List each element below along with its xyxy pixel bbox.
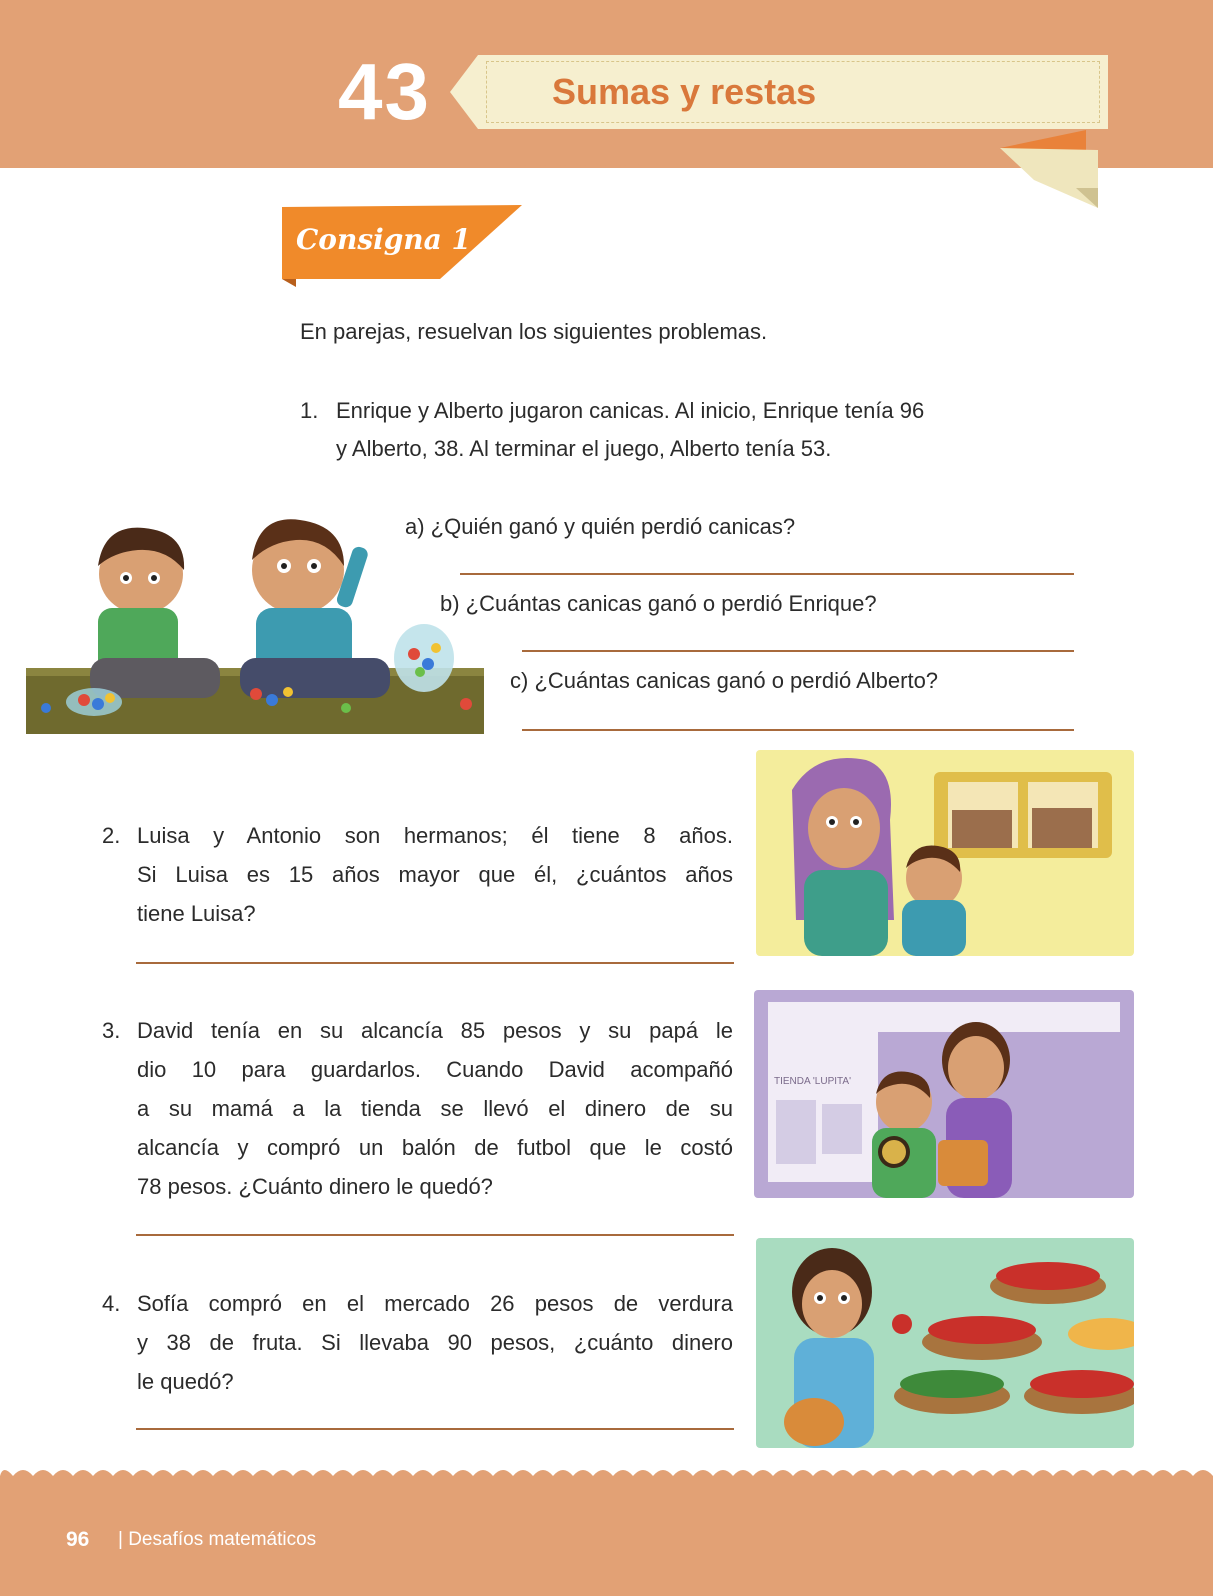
problem-3-line3: a su mamá a la tienda se llevó el dinero de su [137,1096,733,1121]
problem-4-line1: Sofía compró en el mercado 26 pesos de verdura [137,1291,733,1316]
kids-marbles-illustration [26,508,484,734]
problem-3-line5: 78 pesos. ¿Cuánto dinero le quedó? [137,1174,493,1199]
instruction-text: En parejas, resuelvan los siguientes problemas. [300,319,768,344]
problem-4-line2: y 38 de fruta. Si llevaba 90 pesos, ¿cuánto dinero [137,1330,733,1355]
answer-line-1c[interactable] [522,729,1074,731]
problem-3-number: 3. [102,1018,121,1043]
problem-1-number: 1. [300,398,319,423]
answer-line-1b[interactable] [522,650,1074,652]
ribbon-fold [1000,130,1120,214]
answer-line-2[interactable] [136,962,734,964]
problem-1-text-line1: Enrique y Alberto jugaron canicas. Al inicio, Enrique tenía 96 [336,398,925,423]
problem-2-line2: Si Luisa es 15 años mayor que él, ¿cuántos años [137,862,733,887]
problem-3-line2: dio 10 para guardarlos. Cuando David acompañó [137,1057,733,1082]
problem-1-text-line2: y Alberto, 38. Al terminar el juego, Alberto tenía 53. [336,436,832,461]
store-illustration [754,990,1134,1198]
consigna-label: Consigna 1 [296,223,472,256]
problem-2-line3: tiene Luisa? [137,901,256,926]
problem-2-number: 2. [102,823,121,848]
page-number: 96 [66,1528,90,1551]
question-1b: b) ¿Cuántas canicas ganó o perdió Enrique? [440,591,877,616]
store-sign: TIENDA 'LUPITA' [774,1076,851,1087]
question-1c: c) ¿Cuántas canicas ganó o perdió Alberto? [510,668,939,693]
answer-line-3[interactable] [136,1234,734,1236]
lesson-number: 43 [338,47,431,136]
problem-3-line4: alcancía y compró un balón de futbol que le costó [137,1135,733,1160]
answer-line-1a[interactable] [460,573,1074,575]
problem-4-number: 4. [102,1291,121,1316]
answer-line-4[interactable] [136,1428,734,1430]
lesson-title: Sumas y restas [552,71,817,112]
luisa-antonio-illustration [756,750,1134,956]
problem-2-line1: Luisa y Antonio son hermanos; él tiene 8 años. [137,823,733,848]
problem-3-line1: David tenía en su alcancía 85 pesos y su papá le [137,1018,733,1043]
question-1a: a) ¿Quién ganó y quién perdió canicas? [405,514,796,539]
problem-4-line3: le quedó? [137,1369,234,1394]
book-title: | Desafíos matemáticos [118,1529,317,1550]
market-illustration [756,1238,1134,1448]
